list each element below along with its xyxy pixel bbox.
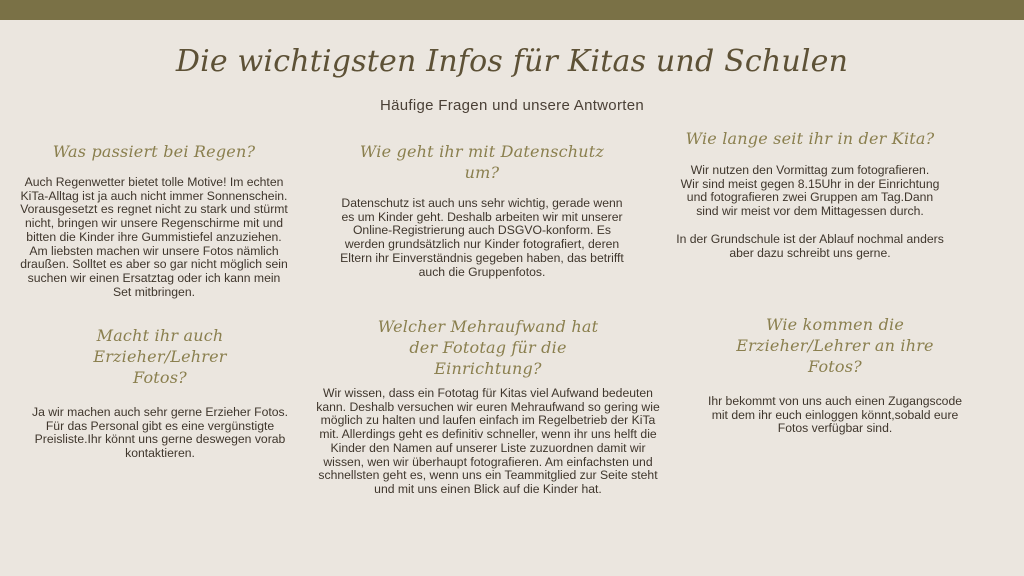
faq-duration-answer-p1: Wir nutzen den Vormittag zum fotografieren.: [690, 163, 930, 177]
faq-staff-answer: [30, 406, 290, 461]
faq-rain-question: Was passiert bei Regen?: [52, 142, 256, 161]
faq-privacy: [340, 141, 624, 279]
faq-access-question: Wie kommen die Erzieher/Lehrer an ihre Fotos?: [736, 315, 934, 376]
faq-duration-answer: [676, 164, 944, 260]
faq-rain: [18, 141, 290, 299]
faq-rain-answer: Auch Regenwetter bietet tolle Motive! Im echten KiTa-Alltag ist ja auch nicht immer Sonnenschein. Vorausgesetzt es regnet nicht zu stark und stürmt nicht, bringen wir unsere Regenschirme mit und bitten die Kinder ihre Gummistiefel anzuziehen. Am liebsten machen wir unsere Fotos nämlich draußen. Solltet es aber so gar nicht möglich sein suchen wir einen Ersatztag oder ich kann mein Set mitbringen.: [20, 175, 288, 299]
faq-staff-answer-p2: Für das Personal gibt es eine vergünstigte Preisliste.Ihr könnt uns gerne deswegen vorab kontaktieren.: [34, 418, 286, 461]
faq-effort-question: Welcher Mehraufwand hat der Fototag für die Einrichtung?: [377, 317, 599, 378]
page-title: Die wichtigsten Infos für Kitas und Schulen: [175, 44, 849, 79]
faq-access: [700, 314, 970, 436]
faq-privacy-question: Wie geht ihr mit Datenschutz um?: [359, 142, 605, 182]
faq-staff: [30, 325, 290, 461]
faq-access-answer: Ihr bekommt von uns auch einen Zugangscode mit dem ihr euch einloggen könnt,sobald eure Fotos verfügbar sind.: [707, 394, 963, 436]
top-accent-bar: [0, 0, 1024, 20]
faq-duration-question: Wie lange seit ihr in der Kita?: [685, 129, 935, 148]
faq-staff-question: Macht ihr auch Erzieher/Lehrer Fotos?: [93, 326, 227, 387]
faq-privacy-answer: Datenschutz ist auch uns sehr wichtig, gerade wenn es um Kinder geht. Deshalb arbeiten wir mit unserer Online-Registrierung auch DSGVO-konform. Es werden grundsätzlich nur Kinder fotografiert, deren Eltern ihr Einverständnis gegeben haben, das betrifft auch die Gruppenfotos.: [340, 196, 624, 279]
faq-duration-answer-p3: In der Grundschule ist der Ablauf nochmal anders aber dazu schreibt uns gerne.: [676, 231, 944, 260]
faq-staff-answer-p1: Ja wir machen auch sehr gerne Erzieher Fotos.: [31, 405, 289, 419]
faq-effort: [316, 316, 660, 497]
faq-effort-answer: Wir wissen, dass ein Fototag für Kitas viel Aufwand bedeuten kann. Deshalb versuchen wir euren Mehraufwand so gering wie möglich zu halten und laufen einfach im Regelbetrieb der KiTa mit. Allerdings geht es definitiv schneller, wenn ihr uns helft die Kinder den Namen auf unserer Liste zuzuordnen damit wir wissen, wen wir überhaupt fotografieren. Am einfachsten und schnellsten geht es, wenn uns ein Teammitglied zur Seite steht und mit uns einen Blick auf die Kinder hat.: [316, 386, 660, 496]
faq-duration: [676, 128, 944, 260]
faq-duration-answer-p2: Wir sind meist gegen 8.15Uhr in der Einrichtung und fotografieren zwei Gruppen am Tag.Dann sind wir meist vor dem Mittagessen durch.: [680, 176, 940, 219]
page-subtitle: Häufige Fragen und unsere Antworten: [380, 97, 644, 114]
